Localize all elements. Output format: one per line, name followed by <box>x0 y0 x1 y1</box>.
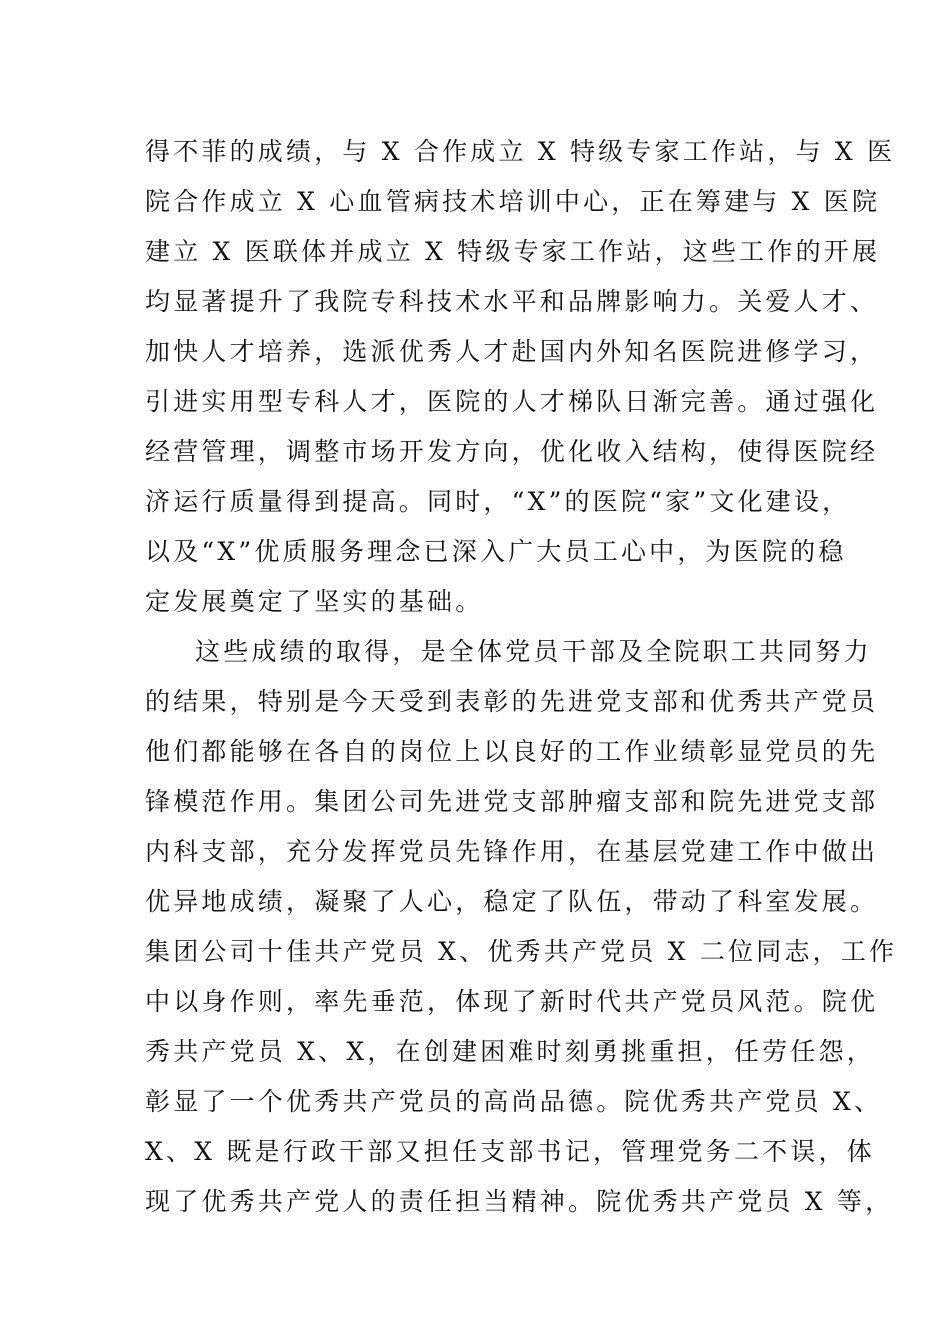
text-line-12: 的结果，特别是今天受到表彰的先进党支部和优秀共产党员 <box>145 687 879 716</box>
text-line-22: 现了优秀共产党人的责任担当精神。院优秀共产党员 X 等， <box>145 1187 894 1216</box>
text-line-21: X、X 既是行政干部又担任支部书记，管理党务二不误，体 <box>145 1137 875 1166</box>
text-line-4: 均显著提升了我院专科技术水平和品牌影响力。关爱人才、 <box>145 287 879 316</box>
text-line-17: 集团公司十佳共产党员 X、优秀共产党员 X 二位同志，工作 <box>145 937 898 966</box>
text-line-9: 以及“X”优质服务理念已深入广大员工心中，为医院的稳 <box>145 537 847 566</box>
text-line-18: 中以身作则，率先垂范，体现了新时代共产党员风范。院优 <box>145 987 879 1016</box>
text-line-14: 锋模范作用。集团公司先进党支部肿瘤支部和院先进党支部 <box>145 787 879 816</box>
text-line-7: 经营管理，调整市场开发方向，优化收入结构，使得医院经 <box>145 437 879 466</box>
text-line-1: 得不菲的成绩，与 X 合作成立 X 特级专家工作站，与 X 医 <box>145 137 896 166</box>
text-line-15: 内科支部，充分发挥党员先锋作用，在基层党建工作中做出 <box>145 837 879 866</box>
text-line-2: 院合作成立 X 心血管病技术培训中心，正在筹建与 X 医院 <box>145 187 881 216</box>
text-line-16: 优异地成绩，凝聚了人心，稳定了队伍，带动了科室发展。 <box>145 887 879 916</box>
text-line-19: 秀共产党员 X、X，在创建困难时刻勇挑重担，任劳任怨， <box>145 1037 875 1066</box>
text-line-10: 定发展奠定了坚实的基础。 <box>145 587 484 616</box>
text-line-13: 他们都能够在各自的岗位上以良好的工作业绩彰显党员的先 <box>145 737 879 766</box>
text-line-5: 加快人才培养，选派优秀人才赴国内外知名医院进修学习， <box>145 337 879 366</box>
text-line-3: 建立 X 医联体并成立 X 特级专家工作站，这些工作的开展 <box>145 237 881 266</box>
paragraph-start-line: 这些成绩的取得，是全体党员干部及全院职工共同努力 <box>195 637 872 666</box>
text-line-8: 济运行质量得到提高。同时，“X”的医院“家”文化建设， <box>145 487 851 516</box>
text-line-20: 彰显了一个优秀共产党员的高尚品德。院优秀共产党员 X、 <box>145 1087 883 1116</box>
text-line-6: 引进实用型专科人才，医院的人才梯队日渐完善。通过强化 <box>145 387 879 416</box>
